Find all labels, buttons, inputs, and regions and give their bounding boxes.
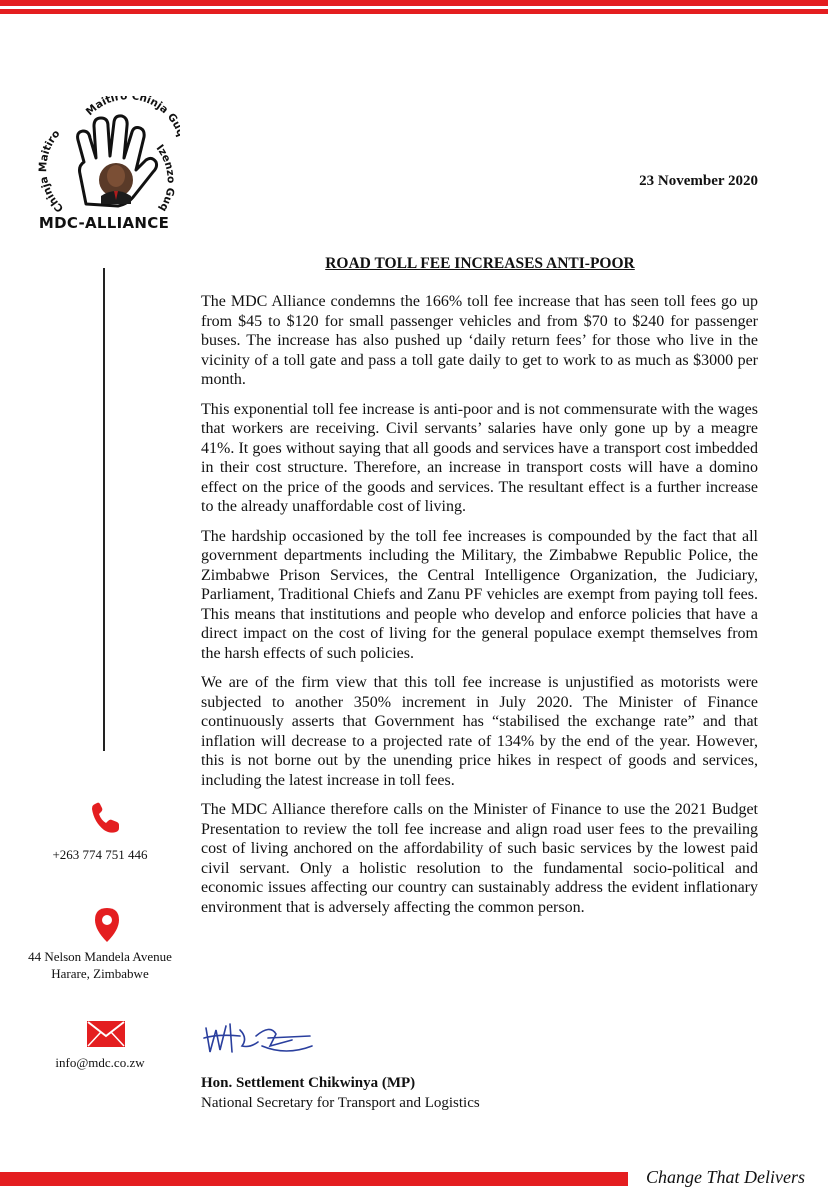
svg-text:Chinja Maitiro <box>37 128 66 214</box>
letter-date: 23 November 2020 <box>639 173 758 189</box>
signatory-name: Hon. Settlement Chikwinya (MP) <box>201 1075 416 1091</box>
location-pin-icon <box>92 906 122 949</box>
paragraph-1: The MDC Alliance condemns the 166% toll fee increase that has seen toll fees go up from $45 to $120 for small passenger vehicles and from $70 to $240 for passenger buses. The increase has also pushed up ‘daily return fees’ for those who live in the vicinity of a toll gate and pass a toll gate daily to get to work to as much as $3000 per month. <box>201 293 758 388</box>
paragraph-5: The MDC Alliance therefore calls on the Minister of Finance to use the 2021 Budget Presentation to review the toll fee increase and align road user fees to the prevailing cost of living anchored on the affordability of such basic services by the lowest paid civil servant. Only a holistic resolution to the fundamental socio-political and economic issues affecting our country can sustainably address the evident inflationary environment that is adversely affecting the common person. <box>201 801 758 916</box>
letter-body <box>201 292 758 927</box>
top-bar-stripe <box>0 6 828 9</box>
bottom-red-bar <box>0 1172 628 1186</box>
address <box>20 948 180 982</box>
paragraph-3: The hardship occasioned by the toll fee increases is compounded by the fact that all government departments including the Military, the Zimbabwe Republic Police, the Zimbabwe Prison Services, the Central Intelligence Organization, the Judiciary, Parliament, Traditional Chiefs and Zanu PF vehicles are exempt from paying toll fees. This means that institutions and people who develop and enforce policies that have a direct impact on the cost of living for the general populace exempt themselves from the harsh effects of such policies. <box>201 527 758 662</box>
address-line-2: Harare, Zimbabwe <box>51 966 149 981</box>
address-line-1: 44 Nelson Mandela Avenue <box>28 949 172 964</box>
signatory-title: National Secretary for Transport and Logistics <box>201 1095 480 1111</box>
footer-tagline: Change That Delivers <box>646 1167 805 1187</box>
paragraph-2: This exponential toll fee increase is anti-poor and is not commensurate with the wages that workers are receiving. Civil servants’ salaries have only gone up by a meagre 41%. It goes without saying that all goods and services have a transport cost imbedded in their cost structure. Therefore, an increase in transport costs will have a domino effect on the price of the goods and services. The resultant effect is a further increase to the already unaffordable cost of living. <box>201 400 758 515</box>
paragraph-4: We are of the firm view that this toll fee increase is unjustified as motorists were subjected to another 350% increment in July 2020. The Minister of Finance continuously asserts that Government has “stabilised the exchange rate” and that inflation will decrease to a projected rate of 134% by the end of the year. However, this is not borne out by the unending price hikes in respect of goods and services, including the latest increase in toll fees. <box>201 674 758 789</box>
hand-logo-icon <box>28 96 180 214</box>
mdc-alliance-logo <box>28 96 180 236</box>
logo-arc-top: Maitiro Chinja G <box>83 96 180 126</box>
phone-number[interactable]: +263 774 751 446 <box>52 847 148 862</box>
logo-arc-left: Chinja Maitiro <box>37 127 67 214</box>
letter-title: ROAD TOLL FEE INCREASES ANTI-POOR <box>325 255 635 272</box>
sidebar-divider <box>103 268 105 751</box>
signature <box>200 1016 320 1064</box>
email-address[interactable]: info@mdc.co.zw <box>55 1055 145 1070</box>
mail-icon <box>86 1020 126 1053</box>
logo-caption: MDC-ALLIANCE <box>38 214 170 232</box>
logo-arc-right: Izenzo Guq <box>153 142 177 214</box>
phone-icon <box>88 800 124 841</box>
